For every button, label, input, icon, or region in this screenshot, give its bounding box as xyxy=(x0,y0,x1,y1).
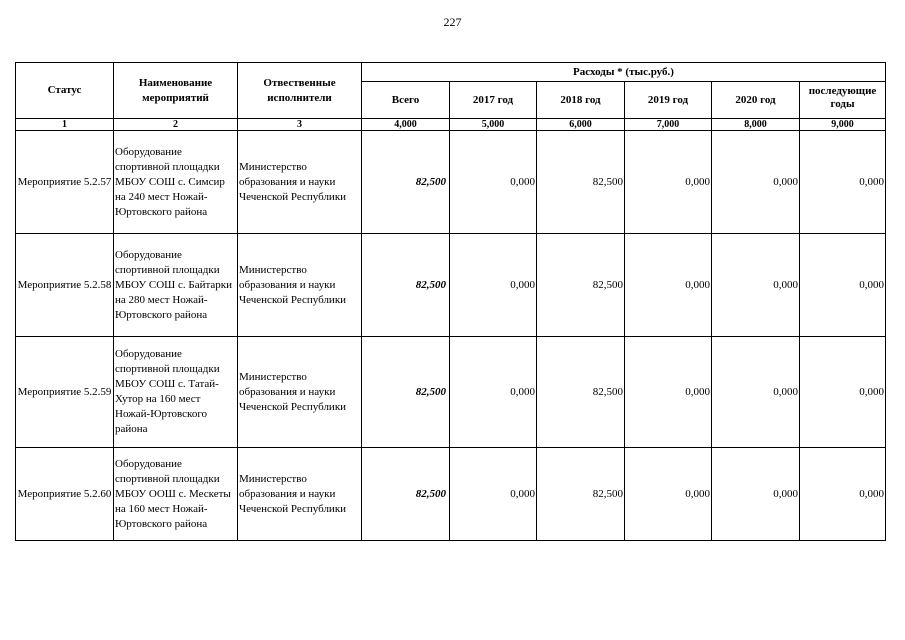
row-status: Мероприятие 5.2.59 xyxy=(16,337,114,448)
row-name: Оборудование спортивной площадки МБОУ ООШ с. Мескеты на 160 мест Ножай-Юртовского района xyxy=(114,448,238,541)
row-value-later: 0,000 xyxy=(800,234,886,337)
header-status: Статус xyxy=(16,63,114,119)
column-number: 6,000 xyxy=(537,119,625,131)
row-status: Мероприятие 5.2.58 xyxy=(16,234,114,337)
header-year-2019: 2019 год xyxy=(625,82,712,119)
row-value-2019: 0,000 xyxy=(625,234,712,337)
column-number: 8,000 xyxy=(712,119,800,131)
header-year-2018: 2018 год xyxy=(537,82,625,119)
row-total: 82,500 xyxy=(362,448,450,541)
table-row xyxy=(16,234,886,337)
row-value-2017: 0,000 xyxy=(450,234,537,337)
row-executor: Министерство образования и науки Чеченской Республики xyxy=(238,337,362,448)
header-year-2017: 2017 год xyxy=(450,82,537,119)
row-value-2017: 0,000 xyxy=(450,337,537,448)
header-name: Наименование мероприятий xyxy=(114,63,238,119)
column-number: 4,000 xyxy=(362,119,450,131)
row-value-2018: 82,500 xyxy=(537,448,625,541)
column-number: 1 xyxy=(16,119,114,131)
header-year-later xyxy=(800,82,886,119)
header-year-total: Всего xyxy=(362,82,450,119)
row-value-2019: 0,000 xyxy=(625,131,712,234)
row-value-2020: 0,000 xyxy=(712,131,800,234)
row-value-2017: 0,000 xyxy=(450,131,537,234)
row-total: 82,500 xyxy=(362,131,450,234)
row-total: 82,500 xyxy=(362,234,450,337)
row-executor: Министерство образования и науки Чеченской Республики xyxy=(238,448,362,541)
column-number: 3 xyxy=(238,119,362,131)
row-name: Оборудование спортивной площадки МБОУ СОШ с. Байтарки на 280 мест Ножай-Юртовского района xyxy=(114,234,238,337)
row-value-2018: 82,500 xyxy=(537,234,625,337)
header-year-2020: 2020 год xyxy=(712,82,800,119)
row-value-2018: 82,500 xyxy=(537,337,625,448)
row-value-later: 0,000 xyxy=(800,131,886,234)
row-value-later: 0,000 xyxy=(800,337,886,448)
header-year-later-text: последующие годы xyxy=(808,85,877,110)
table-row xyxy=(16,337,886,448)
page-number: 227 xyxy=(443,15,462,29)
row-value-2019: 0,000 xyxy=(625,337,712,448)
row-value-later: 0,000 xyxy=(800,448,886,541)
row-value-2017: 0,000 xyxy=(450,448,537,541)
table-row xyxy=(16,448,886,541)
expenses-table xyxy=(15,62,886,541)
row-name: Оборудование спортивной площадки МБОУ СОШ с. Симсир на 240 мест Ножай-Юртовского района xyxy=(114,131,238,234)
table-row xyxy=(16,131,886,234)
header-expenses: Расходы * (тыс.руб.) xyxy=(362,63,886,82)
column-number: 9,000 xyxy=(800,119,886,131)
row-value-2018: 82,500 xyxy=(537,131,625,234)
column-number: 5,000 xyxy=(450,119,537,131)
header-executors: Отвественные исполнители xyxy=(238,63,362,119)
row-value-2020: 0,000 xyxy=(712,234,800,337)
row-value-2020: 0,000 xyxy=(712,448,800,541)
row-executor: Министерство образования и науки Чеченской Республики xyxy=(238,131,362,234)
row-status: Мероприятие 5.2.57 xyxy=(16,131,114,234)
row-name: Оборудование спортивной площадки МБОУ СОШ с. Татай-Хутор на 160 мест Ножай-Юртовского района xyxy=(114,337,238,448)
column-number: 7,000 xyxy=(625,119,712,131)
row-value-2019: 0,000 xyxy=(625,448,712,541)
row-status: Мероприятие 5.2.60 xyxy=(16,448,114,541)
row-executor: Министерство образования и науки Чеченской Республики xyxy=(238,234,362,337)
column-number: 2 xyxy=(114,119,238,131)
row-total: 82,500 xyxy=(362,337,450,448)
row-value-2020: 0,000 xyxy=(712,337,800,448)
